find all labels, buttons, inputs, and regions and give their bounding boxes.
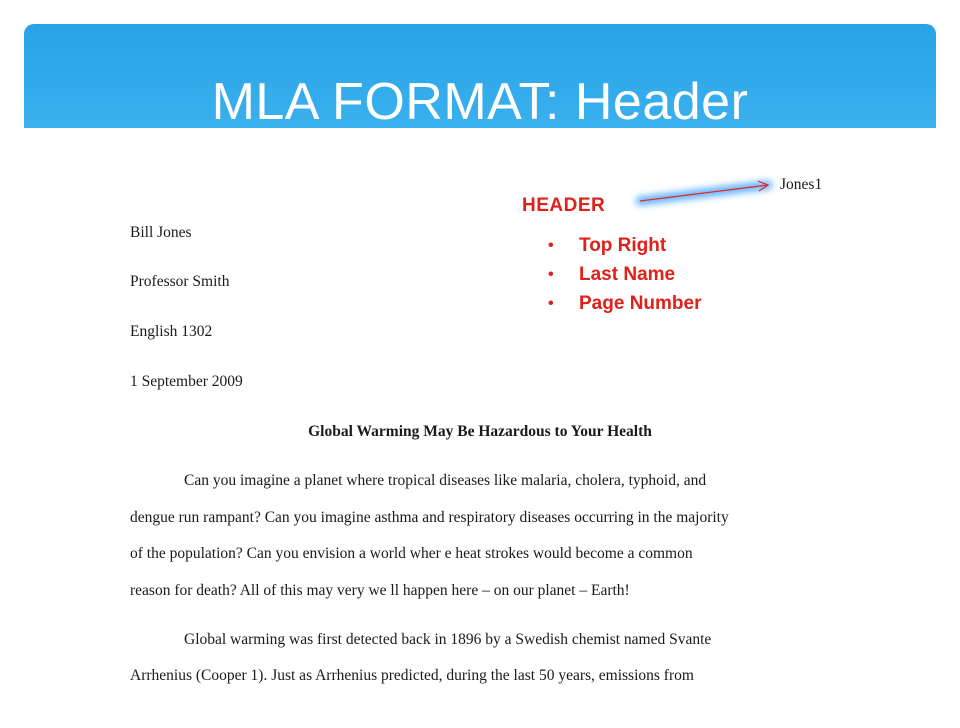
date-line: 1 September 2009 [130, 373, 243, 390]
paragraph-line: Can you imagine a planet where tropical diseases like malaria, cholera, typhoid, and [184, 472, 707, 489]
paper-title: Global Warming May Be Hazardous to Your Health [308, 423, 652, 440]
slide-title: MLA FORMAT: Header [211, 73, 749, 131]
paragraph-line: Arrhenius (Cooper 1). Just as Arrhenius predicted, during the last 50 years, emissions from [130, 667, 694, 684]
bullet-dot-icon: • [548, 295, 554, 312]
paragraph-line: Global warming was first detected back in 1896 by a Swedish chemist named Svante [184, 631, 712, 648]
course-name: English 1302 [130, 323, 213, 340]
arrow-icon [600, 165, 800, 215]
instructor-name: Professor Smith [130, 273, 230, 290]
bullet-dot-icon: • [548, 237, 554, 254]
list-item: • Last Name [548, 262, 701, 291]
list-item: • Page Number [548, 291, 701, 320]
paragraph-line: dengue run rampant? Can you imagine asthma and respiratory diseases occurring in the majority [130, 509, 729, 526]
running-head: Jones1 [780, 176, 823, 193]
bullet-dot-icon: • [548, 266, 554, 283]
paragraph-line: reason for death? All of this may very we ll happen here – on our planet – Earth! [130, 582, 630, 599]
list-item: • Top Right [548, 233, 701, 262]
student-name: Bill Jones [130, 224, 192, 241]
paragraph-line: of the population? Can you envision a world wher e heat strokes would become a common [130, 545, 693, 562]
callout-list [548, 233, 701, 320]
callout-label: HEADER [522, 195, 606, 216]
